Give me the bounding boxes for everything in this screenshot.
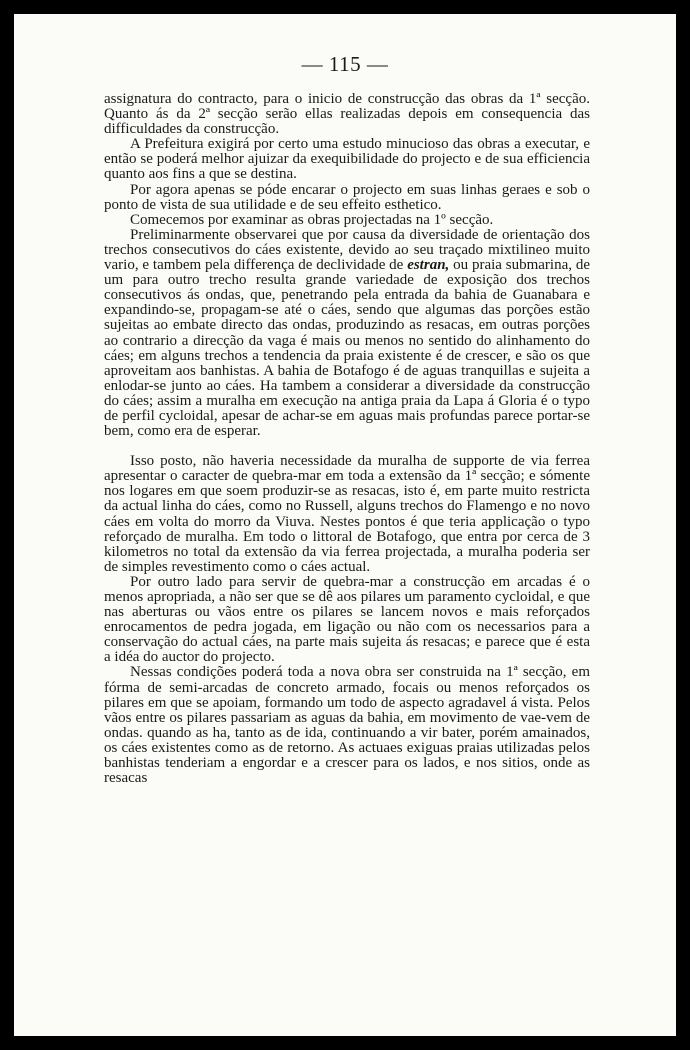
paragraph-text-continued: ou praia submarina, de um para outro trecho resulta grande variedade de exposição dos trechos consecutivos ás ondas, que, penetrando pela entrada da bahia de Guanabara e expandindo-se, propagam-se até o cáes, sendo que algumas das porções estão sujeitas ao embate directo das ondas, produzindo as resacas, em outras porções ao contrario a direcção da vaga é mais ou menos no sentido do alinhamento do cáes; em alguns trechos a tendencia da praia existente é de crescer, e são os que aproveitam aos banhistas. A bahia de Botafogo é de aguas tranquillas e sujeita a enlodar-se junto ao cáes. Ha tambem a considerar a diversidade da construcção do cáes; assim a muralha em execução na antiga praia da Lapa á Gloria é o typo de perfil cycloidal, apesar de achar-se em aguas mais profundas parece portar-se bem, como era de esperar. xyxy=(104,257,590,440)
paragraph-text: Isso posto, não haveria necessidade da muralha de supporte de via ferrea apresentar o caracter de quebra-mar em toda a extensão da 1ª secção; e sómente nos logares em que soem produzir-se as resacas, isto é, em parte muito restricta da actual linha do cáes, como no Russell, alguns trechos do Flamengo e no novo cáes em volta do morro da Viuva. Nestes pontos é que teria applicação o typo reforçado de muralha. Em todo o littoral de Botafogo, que entra por cerca de 3 kilometros no total da extensão da via ferrea projectada, a muralha poderia ser de simples revestimento como o cáes actual. xyxy=(104,453,590,575)
paragraph-8 xyxy=(104,665,590,786)
paragraph-text: Preliminarmente observarei que por causa da diversidade de orientação dos trechos consecutivos do cáes existente, devido ao seu traçado mixtilineo muito vario, e tambem pela differença de declividade de xyxy=(104,226,590,274)
page-number: — 115 — xyxy=(301,52,389,76)
paragraph-1 xyxy=(104,92,590,137)
paragraph-text: assignatura do contracto, para o inicio de construcção das obras da 1ª secção. Quanto ás da 2ª secção serão ellas realizadas depois em consequencia das difficuldades da construcção. xyxy=(104,91,590,138)
paragraph-text: Nessas condições poderá toda a nova obra ser construida na 1ª secção, em fórma de semi-arcadas de concreto armado, focais ou menos reforçados os pilares em que se apoiam, formando um todo de aspecto agradavel á vista. Pelos vãos entre os pilares passariam as aguas da bahia, em movimento de vae-vem de ondas. quando as ha, tanto as de ida, continuando a vir bater, porém amainados, os cáes existentes como as de retorno. As actuaes exiguas praias utilizadas pelos banhistas tenderiam a engordar e a crescer para os lados, e nos sitios, onde as resacas xyxy=(104,664,590,787)
book-page xyxy=(14,14,676,1036)
paragraph-text: Por outro lado para servir de quebra-mar a construcção em arcadas é o menos apropriada, a não ser que se dê aos pilares um paramento cycloidal, e que nas aberturas ou vãos entre os pilares se lancem novos e mais reforçados enrocamentos de pedra jogada, em ligação ou não com os necessarios para a conservação do actual cáes, na parte mais sujeita ás resacas; e parece que é esta a idéa do auctor do projecto. xyxy=(104,573,590,666)
paragraph-text: Por agora apenas se póde encarar o projecto em suas linhas geraes e sob o ponto de vista de sua utilidade e de seu effeito esthetico. xyxy=(104,181,590,213)
paragraph-5 xyxy=(104,228,590,439)
paragraph-3 xyxy=(104,183,590,213)
paragraph-4 xyxy=(104,213,590,228)
paragraph-text: Comecemos por examinar as obras projectadas na 1º secção. xyxy=(130,211,494,228)
body-text xyxy=(104,92,590,786)
italic-term: estran, xyxy=(407,257,450,274)
paragraph-text: A Prefeitura exigirá por certo uma estudo minucioso das obras a executar, e então se poderá melhor ajuizar da exequibilidade do projecto e de sua efficiencia quanto aos fins a que se destina. xyxy=(104,136,590,183)
paragraph-6 xyxy=(104,454,590,575)
paragraph-2 xyxy=(104,137,590,182)
paragraph-7 xyxy=(104,575,590,666)
